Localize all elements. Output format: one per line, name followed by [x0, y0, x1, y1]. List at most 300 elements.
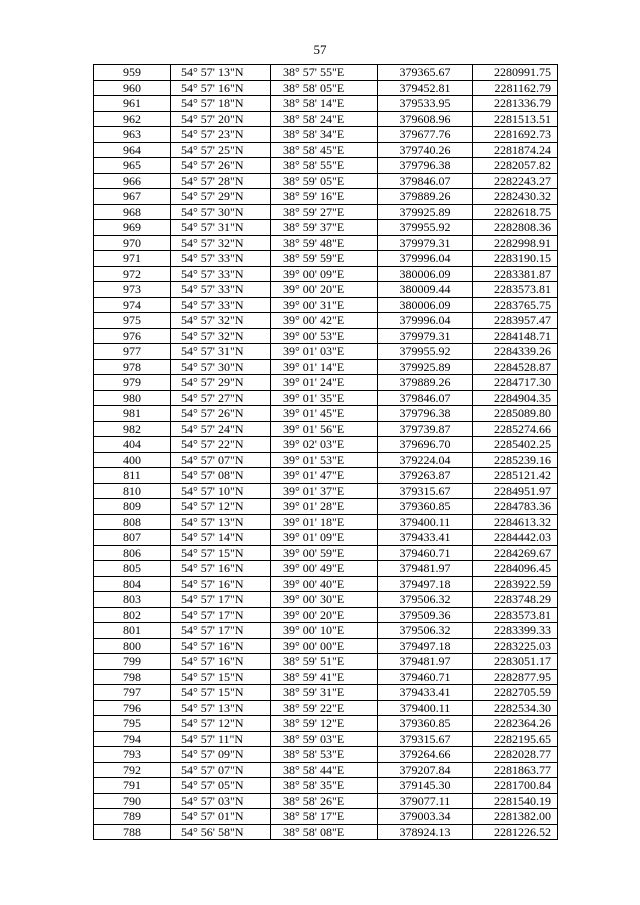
table-row [94, 452, 558, 468]
latitude-cell: 54° 57' 16"N [171, 638, 271, 654]
y-coordinate-cell: 2281336.79 [473, 96, 558, 112]
table-row [94, 824, 558, 840]
point-number-cell: 807 [94, 530, 171, 546]
latitude-cell: 54° 57' 27"N [171, 390, 271, 406]
x-coordinate-cell: 379925.89 [378, 204, 473, 220]
y-coordinate-cell: 2283225.03 [473, 638, 558, 654]
point-number-cell: 960 [94, 80, 171, 96]
longitude-cell: 39° 01' 56"E [271, 421, 378, 437]
longitude-cell: 38° 58' 53"E [271, 747, 378, 763]
table-row [94, 390, 558, 406]
latitude-cell: 54° 57' 26"N [171, 158, 271, 174]
table-row [94, 685, 558, 701]
y-coordinate-cell: 2281162.79 [473, 80, 558, 96]
longitude-cell: 39° 02' 03"E [271, 437, 378, 453]
x-coordinate-cell: 379433.41 [378, 685, 473, 701]
table-row [94, 576, 558, 592]
x-coordinate-cell: 379400.11 [378, 514, 473, 530]
longitude-cell: 38° 58' 05"E [271, 80, 378, 96]
latitude-cell: 54° 57' 18"N [171, 96, 271, 112]
point-number-cell: 790 [94, 793, 171, 809]
coordinates-table [93, 64, 558, 840]
point-number-cell: 811 [94, 468, 171, 484]
x-coordinate-cell: 379400.11 [378, 700, 473, 716]
x-coordinate-cell: 379452.81 [378, 80, 473, 96]
x-coordinate-cell: 379996.04 [378, 313, 473, 329]
table-row [94, 158, 558, 174]
y-coordinate-cell: 2284528.87 [473, 359, 558, 375]
longitude-cell: 38° 59' 12"E [271, 716, 378, 732]
y-coordinate-cell: 2281863.77 [473, 762, 558, 778]
y-coordinate-cell: 2282705.59 [473, 685, 558, 701]
table-row [94, 793, 558, 809]
longitude-cell: 38° 58' 24"E [271, 111, 378, 127]
table-row [94, 623, 558, 639]
y-coordinate-cell: 2283957.47 [473, 313, 558, 329]
point-number-cell: 980 [94, 390, 171, 406]
longitude-cell: 38° 58' 08"E [271, 824, 378, 840]
longitude-cell: 39° 00' 30"E [271, 592, 378, 608]
table-row [94, 607, 558, 623]
table-row [94, 235, 558, 251]
longitude-cell: 39° 00' 20"E [271, 282, 378, 298]
y-coordinate-cell: 2281540.19 [473, 793, 558, 809]
y-coordinate-cell: 2284717.30 [473, 375, 558, 391]
x-coordinate-cell: 379360.85 [378, 716, 473, 732]
latitude-cell: 54° 57' 22"N [171, 437, 271, 453]
point-number-cell: 968 [94, 204, 171, 220]
x-coordinate-cell: 379506.32 [378, 592, 473, 608]
point-number-cell: 965 [94, 158, 171, 174]
longitude-cell: 39° 01' 14"E [271, 359, 378, 375]
y-coordinate-cell: 2280991.75 [473, 65, 558, 81]
latitude-cell: 54° 57' 30"N [171, 359, 271, 375]
y-coordinate-cell: 2282998.91 [473, 235, 558, 251]
y-coordinate-cell: 2281513.51 [473, 111, 558, 127]
table-row [94, 375, 558, 391]
x-coordinate-cell: 380006.09 [378, 266, 473, 282]
longitude-cell: 38° 58' 35"E [271, 778, 378, 794]
longitude-cell: 39° 00' 09"E [271, 266, 378, 282]
latitude-cell: 54° 57' 33"N [171, 251, 271, 267]
latitude-cell: 54° 57' 12"N [171, 499, 271, 515]
x-coordinate-cell: 379077.11 [378, 793, 473, 809]
y-coordinate-cell: 2281874.24 [473, 142, 558, 158]
longitude-cell: 39° 01' 09"E [271, 530, 378, 546]
latitude-cell: 54° 57' 15"N [171, 669, 271, 685]
longitude-cell: 39° 01' 37"E [271, 483, 378, 499]
table-row [94, 80, 558, 96]
point-number-cell: 970 [94, 235, 171, 251]
y-coordinate-cell: 2284951.97 [473, 483, 558, 499]
y-coordinate-cell: 2283399.33 [473, 623, 558, 639]
point-number-cell: 971 [94, 251, 171, 267]
table-row [94, 189, 558, 205]
latitude-cell: 54° 57' 05"N [171, 778, 271, 794]
table-row [94, 437, 558, 453]
longitude-cell: 38° 59' 51"E [271, 654, 378, 670]
longitude-cell: 39° 01' 03"E [271, 344, 378, 360]
table-row [94, 96, 558, 112]
y-coordinate-cell: 2282430.32 [473, 189, 558, 205]
x-coordinate-cell: 379955.92 [378, 220, 473, 236]
y-coordinate-cell: 2284269.67 [473, 545, 558, 561]
x-coordinate-cell: 379506.32 [378, 623, 473, 639]
longitude-cell: 38° 59' 27"E [271, 204, 378, 220]
point-number-cell: 982 [94, 421, 171, 437]
x-coordinate-cell: 379889.26 [378, 375, 473, 391]
x-coordinate-cell: 379889.26 [378, 189, 473, 205]
latitude-cell: 54° 57' 13"N [171, 514, 271, 530]
latitude-cell: 54° 57' 33"N [171, 266, 271, 282]
latitude-cell: 54° 57' 13"N [171, 65, 271, 81]
longitude-cell: 38° 59' 05"E [271, 173, 378, 189]
longitude-cell: 39° 00' 31"E [271, 297, 378, 313]
x-coordinate-cell: 379481.97 [378, 654, 473, 670]
latitude-cell: 54° 57' 33"N [171, 297, 271, 313]
point-number-cell: 973 [94, 282, 171, 298]
point-number-cell: 795 [94, 716, 171, 732]
latitude-cell: 54° 57' 33"N [171, 282, 271, 298]
x-coordinate-cell: 380009.44 [378, 282, 473, 298]
y-coordinate-cell: 2282877.95 [473, 669, 558, 685]
x-coordinate-cell: 379739.87 [378, 421, 473, 437]
longitude-cell: 38° 59' 41"E [271, 669, 378, 685]
point-number-cell: 961 [94, 96, 171, 112]
table-row [94, 406, 558, 422]
y-coordinate-cell: 2284096.45 [473, 561, 558, 577]
longitude-cell: 38° 58' 17"E [271, 809, 378, 825]
table-row [94, 700, 558, 716]
point-number-cell: 979 [94, 375, 171, 391]
table-row [94, 762, 558, 778]
latitude-cell: 54° 56' 58"N [171, 824, 271, 840]
x-coordinate-cell: 379509.36 [378, 607, 473, 623]
longitude-cell: 38° 59' 03"E [271, 731, 378, 747]
point-number-cell: 809 [94, 499, 171, 515]
point-number-cell: 792 [94, 762, 171, 778]
x-coordinate-cell: 379796.38 [378, 406, 473, 422]
longitude-cell: 39° 01' 24"E [271, 375, 378, 391]
latitude-cell: 54° 57' 32"N [171, 328, 271, 344]
point-number-cell: 400 [94, 452, 171, 468]
x-coordinate-cell: 379365.67 [378, 65, 473, 81]
x-coordinate-cell: 379003.34 [378, 809, 473, 825]
latitude-cell: 54° 57' 01"N [171, 809, 271, 825]
y-coordinate-cell: 2281226.52 [473, 824, 558, 840]
table-row [94, 778, 558, 794]
latitude-cell: 54° 57' 14"N [171, 530, 271, 546]
latitude-cell: 54° 57' 11"N [171, 731, 271, 747]
table-row [94, 173, 558, 189]
x-coordinate-cell: 379979.31 [378, 328, 473, 344]
x-coordinate-cell: 379481.97 [378, 561, 473, 577]
y-coordinate-cell: 2283381.87 [473, 266, 558, 282]
table-row [94, 530, 558, 546]
point-number-cell: 789 [94, 809, 171, 825]
y-coordinate-cell: 2281382.00 [473, 809, 558, 825]
point-number-cell: 788 [94, 824, 171, 840]
y-coordinate-cell: 2282028.77 [473, 747, 558, 763]
point-number-cell: 801 [94, 623, 171, 639]
table-row [94, 514, 558, 530]
latitude-cell: 54° 57' 28"N [171, 173, 271, 189]
longitude-cell: 38° 58' 34"E [271, 127, 378, 143]
x-coordinate-cell: 379846.07 [378, 173, 473, 189]
longitude-cell: 39° 00' 00"E [271, 638, 378, 654]
latitude-cell: 54° 57' 17"N [171, 592, 271, 608]
table-row [94, 669, 558, 685]
point-number-cell: 962 [94, 111, 171, 127]
latitude-cell: 54° 57' 29"N [171, 375, 271, 391]
y-coordinate-cell: 2285089.80 [473, 406, 558, 422]
longitude-cell: 39° 00' 20"E [271, 607, 378, 623]
table-row [94, 499, 558, 515]
point-number-cell: 977 [94, 344, 171, 360]
latitude-cell: 54° 57' 17"N [171, 623, 271, 639]
table-row [94, 654, 558, 670]
point-number-cell: 796 [94, 700, 171, 716]
coordinates-table-body [94, 65, 558, 840]
point-number-cell: 404 [94, 437, 171, 453]
y-coordinate-cell: 2285402.25 [473, 437, 558, 453]
table-row [94, 638, 558, 654]
latitude-cell: 54° 57' 24"N [171, 421, 271, 437]
latitude-cell: 54° 57' 16"N [171, 576, 271, 592]
y-coordinate-cell: 2282057.82 [473, 158, 558, 174]
y-coordinate-cell: 2285274.66 [473, 421, 558, 437]
latitude-cell: 54° 57' 09"N [171, 747, 271, 763]
x-coordinate-cell: 379263.87 [378, 468, 473, 484]
y-coordinate-cell: 2284904.35 [473, 390, 558, 406]
y-coordinate-cell: 2282534.30 [473, 700, 558, 716]
longitude-cell: 38° 59' 37"E [271, 220, 378, 236]
latitude-cell: 54° 57' 20"N [171, 111, 271, 127]
point-number-cell: 975 [94, 313, 171, 329]
point-number-cell: 964 [94, 142, 171, 158]
y-coordinate-cell: 2284442.03 [473, 530, 558, 546]
table-row [94, 809, 558, 825]
latitude-cell: 54° 57' 03"N [171, 793, 271, 809]
table-row [94, 111, 558, 127]
longitude-cell: 38° 59' 31"E [271, 685, 378, 701]
x-coordinate-cell: 379740.26 [378, 142, 473, 158]
latitude-cell: 54° 57' 16"N [171, 654, 271, 670]
y-coordinate-cell: 2282243.27 [473, 173, 558, 189]
x-coordinate-cell: 379224.04 [378, 452, 473, 468]
longitude-cell: 39° 01' 53"E [271, 452, 378, 468]
longitude-cell: 39° 01' 45"E [271, 406, 378, 422]
table-row [94, 545, 558, 561]
x-coordinate-cell: 379315.67 [378, 731, 473, 747]
longitude-cell: 39° 01' 47"E [271, 468, 378, 484]
table-row [94, 313, 558, 329]
longitude-cell: 39° 00' 53"E [271, 328, 378, 344]
x-coordinate-cell: 379433.41 [378, 530, 473, 546]
x-coordinate-cell: 379264.66 [378, 747, 473, 763]
table-row [94, 592, 558, 608]
x-coordinate-cell: 379696.70 [378, 437, 473, 453]
table-row [94, 747, 558, 763]
longitude-cell: 39° 00' 40"E [271, 576, 378, 592]
x-coordinate-cell: 379315.67 [378, 483, 473, 499]
longitude-cell: 38° 59' 16"E [271, 189, 378, 205]
x-coordinate-cell: 379996.04 [378, 251, 473, 267]
y-coordinate-cell: 2284339.26 [473, 344, 558, 360]
y-coordinate-cell: 2283748.29 [473, 592, 558, 608]
latitude-cell: 54° 57' 13"N [171, 700, 271, 716]
y-coordinate-cell: 2283573.81 [473, 607, 558, 623]
table-row [94, 483, 558, 499]
table-row [94, 142, 558, 158]
longitude-cell: 38° 59' 22"E [271, 700, 378, 716]
y-coordinate-cell: 2283573.81 [473, 282, 558, 298]
point-number-cell: 794 [94, 731, 171, 747]
point-number-cell: 797 [94, 685, 171, 701]
x-coordinate-cell: 378924.13 [378, 824, 473, 840]
x-coordinate-cell: 379460.71 [378, 545, 473, 561]
y-coordinate-cell: 2285121.42 [473, 468, 558, 484]
y-coordinate-cell: 2282195.65 [473, 731, 558, 747]
point-number-cell: 803 [94, 592, 171, 608]
latitude-cell: 54° 57' 07"N [171, 762, 271, 778]
longitude-cell: 38° 58' 14"E [271, 96, 378, 112]
page-number: 57 [313, 42, 327, 57]
x-coordinate-cell: 379608.96 [378, 111, 473, 127]
point-number-cell: 799 [94, 654, 171, 670]
point-number-cell: 791 [94, 778, 171, 794]
longitude-cell: 38° 58' 44"E [271, 762, 378, 778]
x-coordinate-cell: 379360.85 [378, 499, 473, 515]
point-number-cell: 966 [94, 173, 171, 189]
latitude-cell: 54° 57' 31"N [171, 344, 271, 360]
latitude-cell: 54° 57' 23"N [171, 127, 271, 143]
y-coordinate-cell: 2281700.84 [473, 778, 558, 794]
table-row [94, 344, 558, 360]
table-row [94, 266, 558, 282]
latitude-cell: 54° 57' 32"N [171, 313, 271, 329]
longitude-cell: 38° 58' 45"E [271, 142, 378, 158]
y-coordinate-cell: 2284148.71 [473, 328, 558, 344]
longitude-cell: 39° 00' 59"E [271, 545, 378, 561]
table-row [94, 127, 558, 143]
x-coordinate-cell: 379145.30 [378, 778, 473, 794]
latitude-cell: 54° 57' 07"N [171, 452, 271, 468]
x-coordinate-cell: 379955.92 [378, 344, 473, 360]
point-number-cell: 981 [94, 406, 171, 422]
point-number-cell: 972 [94, 266, 171, 282]
table-row [94, 716, 558, 732]
table-row [94, 282, 558, 298]
latitude-cell: 54° 57' 31"N [171, 220, 271, 236]
y-coordinate-cell: 2285239.16 [473, 452, 558, 468]
longitude-cell: 39° 01' 18"E [271, 514, 378, 530]
y-coordinate-cell: 2282808.36 [473, 220, 558, 236]
point-number-cell: 967 [94, 189, 171, 205]
longitude-cell: 39° 01' 35"E [271, 390, 378, 406]
x-coordinate-cell: 379796.38 [378, 158, 473, 174]
x-coordinate-cell: 380006.09 [378, 297, 473, 313]
point-number-cell: 959 [94, 65, 171, 81]
latitude-cell: 54° 57' 15"N [171, 545, 271, 561]
y-coordinate-cell: 2281692.73 [473, 127, 558, 143]
longitude-cell: 38° 58' 26"E [271, 793, 378, 809]
point-number-cell: 802 [94, 607, 171, 623]
y-coordinate-cell: 2282364.26 [473, 716, 558, 732]
longitude-cell: 38° 58' 55"E [271, 158, 378, 174]
latitude-cell: 54° 57' 17"N [171, 607, 271, 623]
latitude-cell: 54° 57' 29"N [171, 189, 271, 205]
table-row [94, 731, 558, 747]
point-number-cell: 804 [94, 576, 171, 592]
x-coordinate-cell: 379979.31 [378, 235, 473, 251]
latitude-cell: 54° 57' 12"N [171, 716, 271, 732]
table-row [94, 65, 558, 81]
x-coordinate-cell: 379207.84 [378, 762, 473, 778]
longitude-cell: 38° 59' 48"E [271, 235, 378, 251]
x-coordinate-cell: 379925.89 [378, 359, 473, 375]
y-coordinate-cell: 2283051.17 [473, 654, 558, 670]
latitude-cell: 54° 57' 25"N [171, 142, 271, 158]
y-coordinate-cell: 2283190.15 [473, 251, 558, 267]
point-number-cell: 805 [94, 561, 171, 577]
point-number-cell: 798 [94, 669, 171, 685]
x-coordinate-cell: 379497.18 [378, 576, 473, 592]
point-number-cell: 808 [94, 514, 171, 530]
latitude-cell: 54° 57' 10"N [171, 483, 271, 499]
latitude-cell: 54° 57' 08"N [171, 468, 271, 484]
latitude-cell: 54° 57' 30"N [171, 204, 271, 220]
latitude-cell: 54° 57' 16"N [171, 561, 271, 577]
table-row [94, 328, 558, 344]
longitude-cell: 39° 00' 42"E [271, 313, 378, 329]
longitude-cell: 39° 00' 10"E [271, 623, 378, 639]
longitude-cell: 38° 59' 59"E [271, 251, 378, 267]
latitude-cell: 54° 57' 32"N [171, 235, 271, 251]
point-number-cell: 810 [94, 483, 171, 499]
longitude-cell: 38° 57' 55"E [271, 65, 378, 81]
point-number-cell: 969 [94, 220, 171, 236]
point-number-cell: 963 [94, 127, 171, 143]
point-number-cell: 974 [94, 297, 171, 313]
table-row [94, 421, 558, 437]
point-number-cell: 976 [94, 328, 171, 344]
y-coordinate-cell: 2283922.59 [473, 576, 558, 592]
point-number-cell: 806 [94, 545, 171, 561]
x-coordinate-cell: 379677.76 [378, 127, 473, 143]
x-coordinate-cell: 379497.18 [378, 638, 473, 654]
point-number-cell: 800 [94, 638, 171, 654]
x-coordinate-cell: 379533.95 [378, 96, 473, 112]
y-coordinate-cell: 2284613.32 [473, 514, 558, 530]
longitude-cell: 39° 01' 28"E [271, 499, 378, 515]
latitude-cell: 54° 57' 26"N [171, 406, 271, 422]
table-row [94, 297, 558, 313]
table-row [94, 561, 558, 577]
x-coordinate-cell: 379460.71 [378, 669, 473, 685]
point-number-cell: 793 [94, 747, 171, 763]
latitude-cell: 54° 57' 16"N [171, 80, 271, 96]
x-coordinate-cell: 379846.07 [378, 390, 473, 406]
longitude-cell: 39° 00' 49"E [271, 561, 378, 577]
y-coordinate-cell: 2283765.75 [473, 297, 558, 313]
latitude-cell: 54° 57' 15"N [171, 685, 271, 701]
table-row [94, 468, 558, 484]
table-row [94, 251, 558, 267]
y-coordinate-cell: 2282618.75 [473, 204, 558, 220]
point-number-cell: 978 [94, 359, 171, 375]
table-row [94, 220, 558, 236]
